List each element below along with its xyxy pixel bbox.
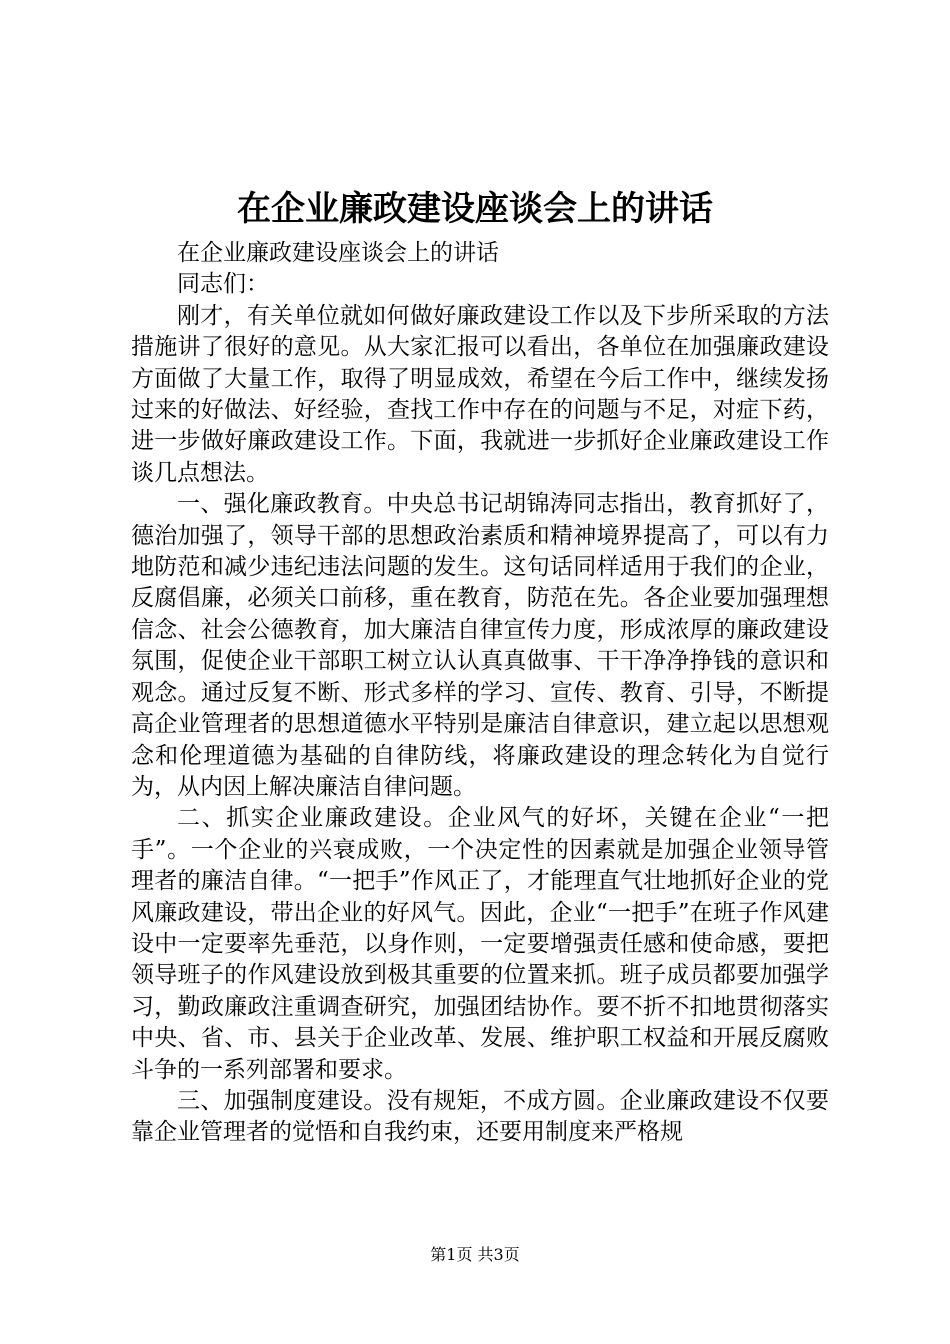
document-body bbox=[131, 238, 829, 1149]
paragraph-section-3: 三、加强制度建设。没有规矩，不成方圆。企业廉政建设不仅要靠企业管理者的觉悟和自我约束，还要用制度来严格规 bbox=[131, 1087, 829, 1146]
paragraph-section-1: 一、强化廉政教育。中央总书记胡锦涛同志指出，教育抓好了，德治加强了，领导干部的思想政治素质和精神境界提高了，可以有力地防范和减少违纪违法问题的发生。这句话同样适用于我们的企业，反腐倡廉，必须关口前移，重在教育，防范在先。各企业要加强理想信念、社会公德教育，加大廉洁自律宣传力度，形成浓厚的廉政建设氛围，促使企业干部职工树立认认真真做事、干干净净挣钱的意识和观念。通过反复不断、形式多样的学习、宣传、教育、引导，不断提高企业管理者的思想道德水平特别是廉洁自律意识，建立起以思想观念和伦理道德为基础的自律防线，将廉政建设的理念转化为自觉行为，从内因上解决廉洁自律问题。 bbox=[131, 491, 829, 800]
page-number: 第1页 共3页 bbox=[430, 1245, 520, 1264]
greeting: 同志们： bbox=[177, 271, 269, 298]
paragraph-intro: 刚才，有关单位就如何做好廉政建设工作以及下步所采取的方法措施讲了很好的意见。从大家汇报可以看出，各单位在加强廉政建设方面做了大量工作，取得了明显成效，希望在今后工作中，继续发扬过来的好做法、好经验，查找工作中存在的问题与不足，对症下药，进一步做好廉政建设工作。下面，我就进一步抓好企业廉政建设工作谈几点想法。 bbox=[131, 302, 829, 486]
document-title: 在企业廉政建设座谈会上的讲话 bbox=[237, 189, 713, 229]
paragraph-section-2: 二、抓实企业廉政建设。企业风气的好坏，关键在企业“一把手”。一个企业的兴衰成败，一个决定性的因素就是加强企业领导管理者的廉洁自律。“一把手”作风正了，才能理直气壮地抓好企业的党风廉政建设，带出企业的好风气。因此，企业“一把手”在班子作风建设中一定要率先垂范，以身作则，一定要增强责任感和使命感，要把领导班子的作风建设放到极其重要的位置来抓。班子成员都要加强学习，勤政廉政注重调查研究，加强团结协作。要不折不扣地贯彻落实中央、省、市、县关于企业改革、发展、维护职工权益和开展反腐败斗争的一系列部署和要求。 bbox=[131, 805, 829, 1083]
document-subtitle: 在企业廉政建设座谈会上的讲话 bbox=[177, 240, 499, 266]
